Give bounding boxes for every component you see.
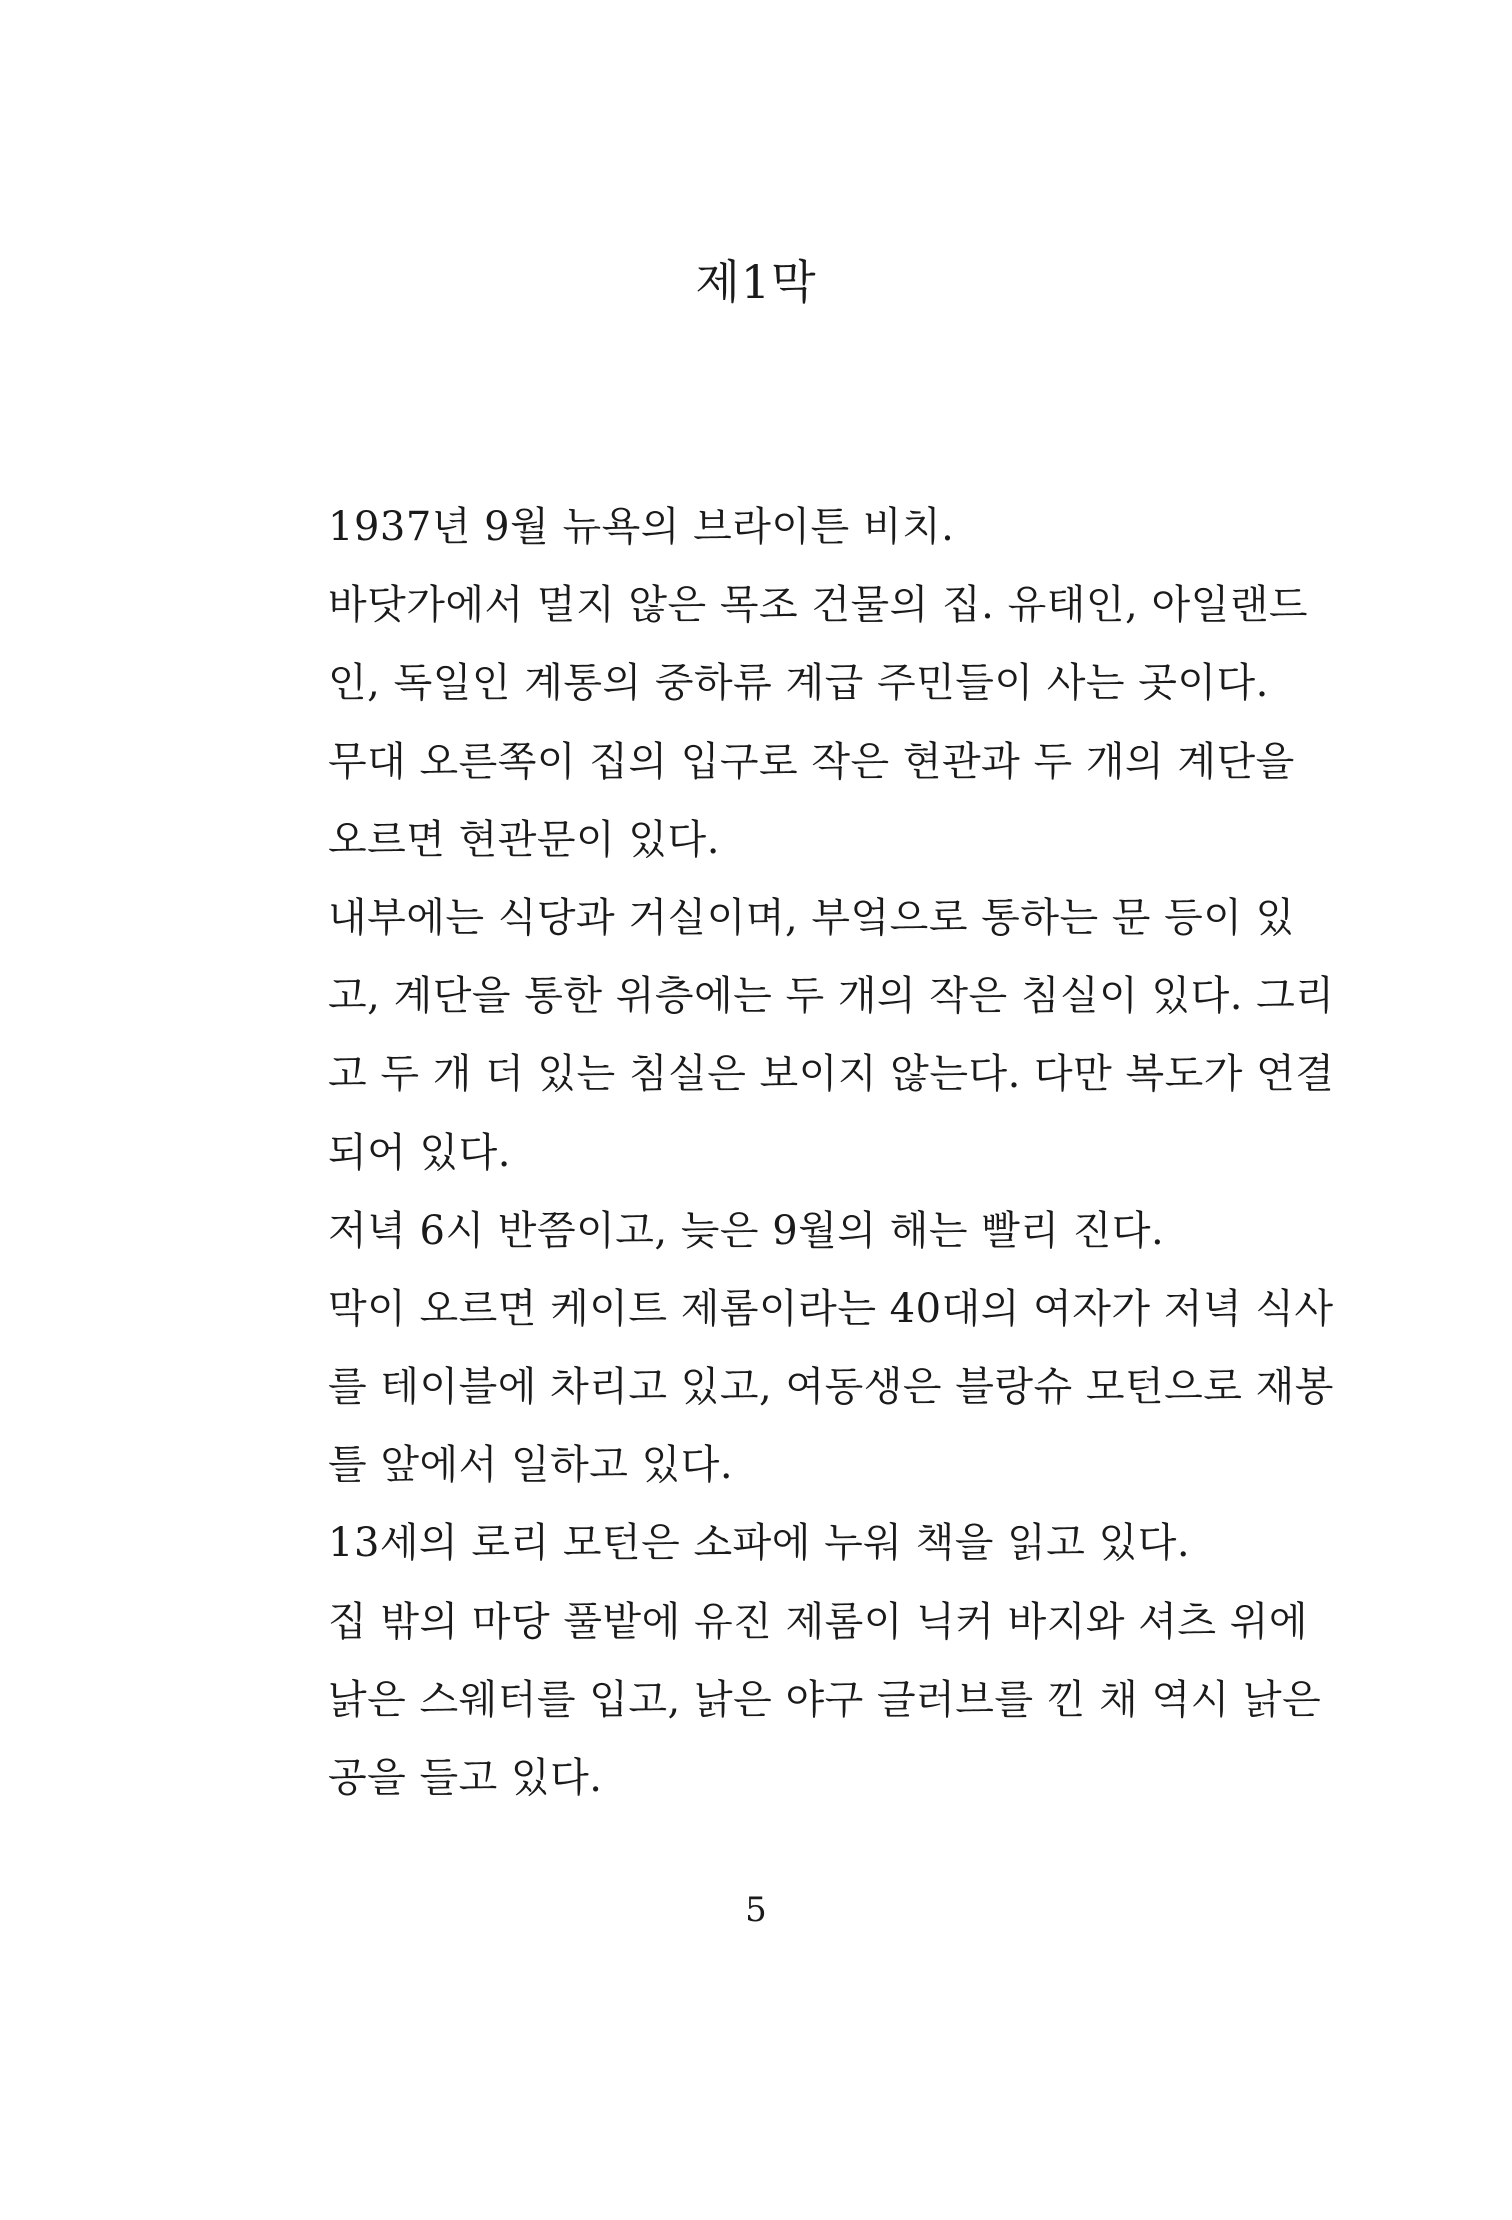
text-line: 저녁 6시 반쯤이고, 늦은 9월의 해는 빨리 진다. — [328, 1207, 1165, 1254]
text-line: 공을 들고 있다. — [328, 1755, 603, 1801]
paragraph-house-description — [328, 566, 1309, 722]
paragraph-kate-blanche — [328, 1270, 1334, 1505]
text-line: 되어 있다. — [328, 1129, 511, 1176]
paragraph-time-of-day — [328, 1192, 1268, 1270]
text-line: 1937년 9월 뉴욕의 브라이튼 비치. — [328, 504, 955, 550]
paragraph-laurie — [328, 1504, 1268, 1582]
text-line: 오르면 현관문이 있다. — [328, 816, 720, 863]
paragraph-eugene — [328, 1583, 1322, 1818]
paragraph-setting-time-place — [328, 488, 1268, 566]
stage-direction-body — [328, 488, 1335, 1817]
page-number: 5 — [745, 1890, 767, 1930]
text-line: 13세의 로리 모턴은 소파에 누워 책을 읽고 있다. — [328, 1520, 1191, 1567]
text-line: 막이 오르면 케이트 제롬이라는 40대의 여자가 저녁 식사 — [328, 1285, 1334, 1332]
text-line: 인, 독일인 계통의 중하류 계급 주민들이 사는 곳이다. — [328, 660, 1269, 707]
text-line: 낡은 스웨터를 입고, 낡은 야구 글러브를 낀 채 역시 낡은 — [328, 1676, 1322, 1723]
text-line: 를 테이블에 차리고 있고, 여동생은 블랑슈 모턴으로 재봉 — [328, 1364, 1334, 1411]
text-line: 고, 계단을 통한 위층에는 두 개의 작은 침실이 있다. 그리 — [328, 973, 1335, 1020]
text-line: 무대 오른쪽이 집의 입구로 작은 현관과 두 개의 계단을 — [328, 738, 1295, 785]
text-line: 고 두 개 더 있는 침실은 보이지 않는다. 다만 복도가 연결 — [328, 1051, 1335, 1098]
text-line: 집 밖의 마당 풀밭에 유진 제롬이 닉커 바지와 셔츠 위에 — [328, 1598, 1309, 1645]
text-line: 내부에는 식당과 거실이며, 부엌으로 통하는 문 등이 있 — [328, 894, 1295, 941]
text-line: 바닷가에서 멀지 않은 목조 건물의 집. 유태인, 아일랜드 — [328, 582, 1309, 629]
text-line: 틀 앞에서 일하고 있다. — [328, 1442, 734, 1489]
paragraph-entrance — [328, 723, 1295, 879]
paragraph-interior — [328, 879, 1335, 1192]
chapter-title: 제1막 — [695, 255, 817, 309]
